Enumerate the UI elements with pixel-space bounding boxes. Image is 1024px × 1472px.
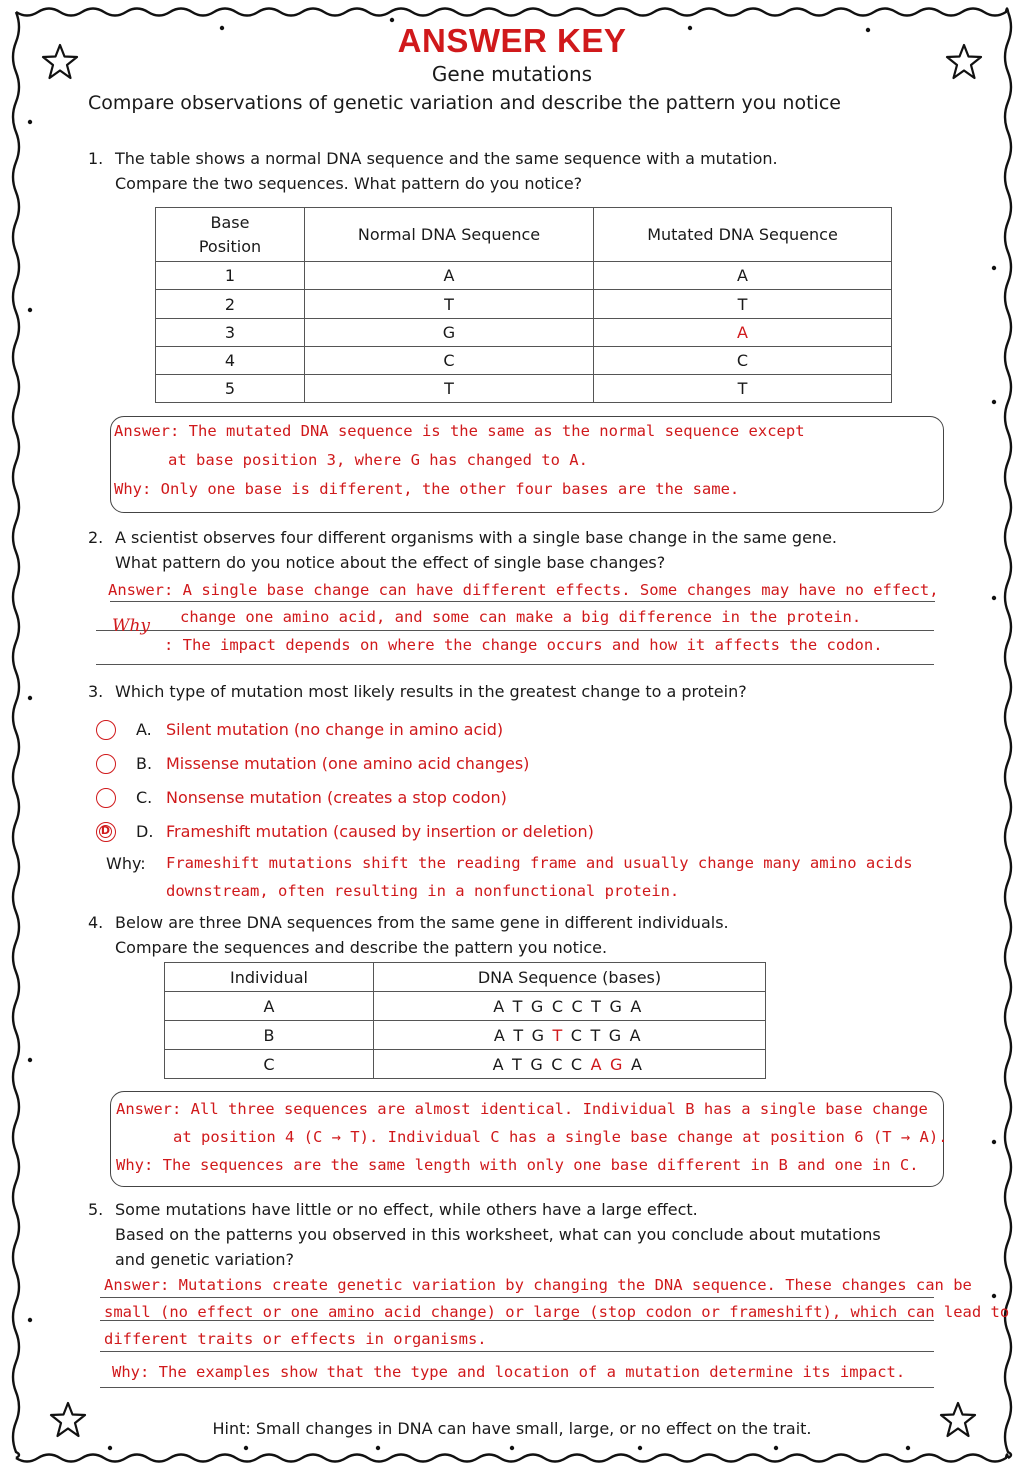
answer-text: at position 4 (C → T). Individual C has a single base change at position 6 (T → A). bbox=[173, 1128, 948, 1146]
question-text-line: and genetic variation? bbox=[115, 1250, 295, 1269]
base-letter: C bbox=[551, 996, 568, 1016]
base-letter: G bbox=[531, 1025, 549, 1045]
base-letter: G bbox=[530, 1054, 548, 1074]
page-title: ANSWER KEY bbox=[397, 22, 627, 59]
base-letter: A bbox=[590, 1054, 607, 1074]
base-letter: A bbox=[629, 1025, 646, 1045]
normal-base-cell: G bbox=[305, 319, 594, 347]
option-text: Nonsense mutation (creates a stop codon) bbox=[166, 788, 507, 807]
answer-text: Answer: The mutated DNA sequence is the same as the normal sequence except bbox=[114, 422, 805, 440]
answer-line bbox=[96, 664, 934, 665]
question-number: 5. bbox=[88, 1200, 104, 1219]
base-letter: A bbox=[630, 1054, 647, 1074]
question-number: 4. bbox=[88, 913, 104, 932]
base-letter: T bbox=[552, 1025, 567, 1045]
base-letter: T bbox=[513, 1025, 528, 1045]
answer-text: at base position 3, where G has changed to A. bbox=[168, 451, 588, 469]
base-letter: G bbox=[608, 1025, 626, 1045]
question-text-line: Compare the two sequences. What pattern do you notice? bbox=[115, 174, 583, 193]
base-position-cell: 2 bbox=[156, 290, 305, 319]
base-letter: T bbox=[512, 996, 527, 1016]
answer-line bbox=[110, 601, 935, 602]
option-letter: D. bbox=[136, 822, 154, 841]
page-subtitle: Gene mutations bbox=[431, 62, 593, 86]
base-letter: G bbox=[609, 996, 627, 1016]
why-label: Why: bbox=[106, 854, 146, 873]
question-number: 3. bbox=[88, 682, 104, 701]
normal-base-cell: T bbox=[305, 290, 594, 319]
base-letter: C bbox=[570, 1054, 587, 1074]
question-text-line: The table shows a normal DNA sequence and the same sequence with a mutation. bbox=[115, 149, 778, 168]
answer-line bbox=[100, 1297, 934, 1298]
table-row bbox=[156, 375, 892, 403]
mutated-base-cell: T bbox=[594, 290, 892, 319]
table-header: Base Position bbox=[156, 208, 305, 262]
answer-box bbox=[110, 416, 944, 513]
why-text: Frameshift mutations shift the reading frame and usually change many amino acids bbox=[166, 854, 913, 872]
answer-line bbox=[100, 1351, 934, 1352]
question-text-line: Some mutations have little or no effect, while others have a large effect. bbox=[115, 1200, 698, 1219]
table-row bbox=[156, 262, 892, 290]
sequence-cell bbox=[374, 992, 766, 1021]
option-letter: B. bbox=[136, 754, 153, 773]
answer-text: Answer: All three sequences are almost identical. Individual B has a single base change bbox=[116, 1100, 928, 1118]
base-letter: T bbox=[590, 1025, 605, 1045]
why-text: downstream, often resulting in a nonfunctional protein. bbox=[166, 882, 680, 900]
normal-base-cell: A bbox=[305, 262, 594, 290]
why-label: Why bbox=[112, 616, 151, 636]
individual-sequence-table bbox=[164, 962, 766, 1079]
question-3 bbox=[88, 679, 948, 704]
question-number: 1. bbox=[88, 149, 104, 168]
answer-text: change one amino acid, and some can make a big difference in the protein. bbox=[180, 608, 862, 626]
mutated-base-cell: C bbox=[594, 347, 892, 375]
table-row bbox=[165, 992, 766, 1021]
table-row bbox=[165, 1050, 766, 1079]
table-header: Individual bbox=[165, 963, 374, 992]
radio-button[interactable] bbox=[96, 788, 116, 808]
question-text-line: Which type of mutation most likely results in the greatest change to a protein? bbox=[115, 682, 747, 701]
base-letter: A bbox=[493, 996, 509, 1016]
base-letter: A bbox=[492, 1054, 509, 1074]
base-letter: G bbox=[610, 1054, 627, 1074]
mutated-base-cell: T bbox=[594, 375, 892, 403]
option-text: Missense mutation (one amino acid changes) bbox=[166, 754, 530, 773]
sequence-cell bbox=[374, 1050, 766, 1079]
question-4 bbox=[88, 910, 948, 960]
base-position-cell: 5 bbox=[156, 375, 305, 403]
table-row bbox=[156, 347, 892, 375]
question-text-line: Based on the patterns you observed in this worksheet, what can you conclude about mutations bbox=[115, 1225, 881, 1244]
individual-cell: B bbox=[165, 1021, 374, 1050]
question-text-line: A scientist observes four different organisms with a single base change in the same gene. bbox=[115, 528, 837, 547]
option-letter: C. bbox=[136, 788, 153, 807]
why-text: : The impact depends on where the change occurs and how it affects the codon. bbox=[164, 636, 883, 654]
answer-line bbox=[96, 630, 934, 631]
why-text: Why: The examples show that the type and location of a mutation determine its impact. bbox=[112, 1363, 906, 1381]
base-letter: C bbox=[570, 1025, 587, 1045]
question-2 bbox=[88, 525, 948, 575]
table-header: Normal DNA Sequence bbox=[305, 208, 594, 262]
base-position-cell: 4 bbox=[156, 347, 305, 375]
normal-base-cell: T bbox=[305, 375, 594, 403]
base-letter: T bbox=[591, 996, 606, 1016]
base-letter: T bbox=[512, 1054, 527, 1074]
table-header: Mutated DNA Sequence bbox=[594, 208, 892, 262]
normal-base-cell: C bbox=[305, 347, 594, 375]
radio-selected[interactable] bbox=[96, 822, 116, 842]
answer-text: small (no effect or one amino acid change) or large (stop codon or frameshift), which can lead to bbox=[104, 1303, 1010, 1321]
option-letter: A. bbox=[136, 720, 152, 739]
question-text-line: Below are three DNA sequences from the same gene in different individuals. bbox=[115, 913, 729, 932]
answer-text: different traits or effects in organisms. bbox=[104, 1330, 487, 1348]
base-letter: A bbox=[630, 996, 646, 1016]
table-row bbox=[156, 290, 892, 319]
question-text-line: Compare the sequences and describe the pattern you notice. bbox=[115, 938, 608, 957]
question-1 bbox=[88, 146, 948, 196]
answer-line bbox=[100, 1387, 934, 1388]
mutated-base-cell: A bbox=[594, 262, 892, 290]
table-row bbox=[165, 1021, 766, 1050]
base-letter: C bbox=[571, 996, 588, 1016]
radio-button[interactable] bbox=[96, 754, 116, 774]
sequence-cell bbox=[374, 1021, 766, 1050]
base-letter: G bbox=[530, 996, 548, 1016]
table-header: DNA Sequence (bases) bbox=[374, 963, 766, 992]
option-text: Silent mutation (no change in amino acid) bbox=[166, 720, 504, 739]
table-row bbox=[156, 319, 892, 347]
individual-cell: A bbox=[165, 992, 374, 1021]
base-letter: C bbox=[551, 1054, 567, 1074]
why-text: Why: Only one base is different, the other four bases are the same. bbox=[114, 480, 740, 498]
base-position-cell: 1 bbox=[156, 262, 305, 290]
radio-button[interactable] bbox=[96, 720, 116, 740]
option-text: Frameshift mutation (caused by insertion or deletion) bbox=[166, 822, 594, 841]
base-position-cell: 3 bbox=[156, 319, 305, 347]
answer-box bbox=[110, 1091, 948, 1187]
dna-comparison-table bbox=[155, 207, 892, 403]
answer-text: Answer: A single base change can have different effects. Some changes may have no effect, bbox=[108, 581, 939, 599]
base-letter: A bbox=[493, 1025, 510, 1045]
hint-text: Hint: Small changes in DNA can have small, large, or no effect on the trait. bbox=[212, 1419, 812, 1438]
question-number: 2. bbox=[88, 528, 104, 547]
question-text-line: What pattern do you notice about the effect of single base changes? bbox=[115, 553, 666, 572]
question-5 bbox=[88, 1197, 948, 1272]
why-text: Why: The sequences are the same length with only one base different in B and one in C. bbox=[116, 1156, 919, 1174]
answer-text: Answer: Mutations create genetic variation by changing the DNA sequence. These changes can be bbox=[104, 1276, 972, 1294]
instruction-text: Compare observations of genetic variation and describe the pattern you notice bbox=[88, 92, 841, 114]
selected-mark: D bbox=[100, 824, 111, 837]
individual-cell: C bbox=[165, 1050, 374, 1079]
mutated-base-cell: A bbox=[594, 319, 892, 347]
